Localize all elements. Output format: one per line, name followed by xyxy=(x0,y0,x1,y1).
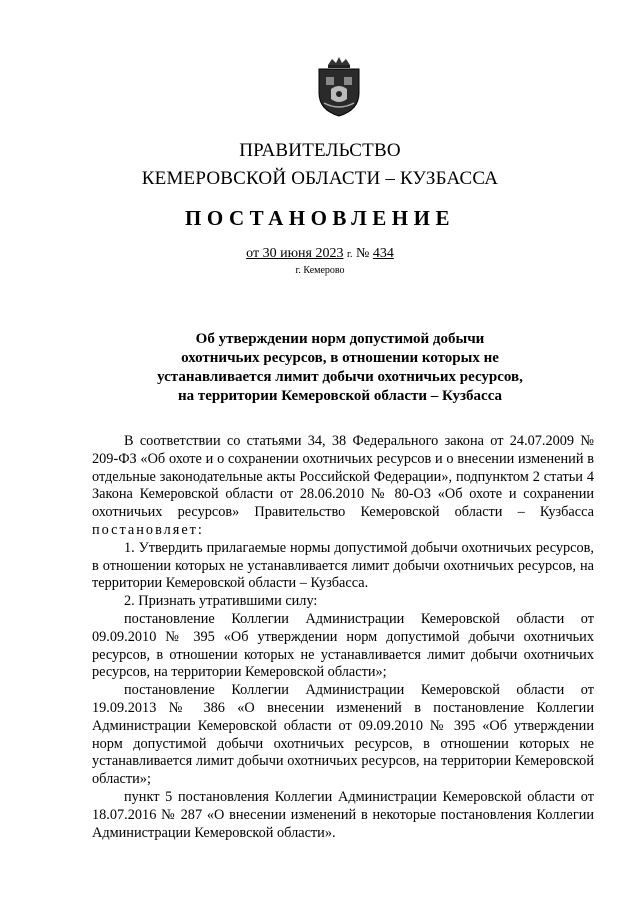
preamble-text: В соответствии со статьями 34, 38 Федерального закона от 24.07.2009 № 209-ФЗ «Об охоте и о сохранении охотничьих ресурсов и о внесении изменений в отдельные законодательные акты Российской Федерации», подпунктом 2 статьи 4 Закона Кемеровской области от 28.06.2010 № 80-ОЗ «Об охоте и сохранении охотничьих ресурсов» Правительство Кемеровской области – Кузбасса xyxy=(92,433,594,521)
item-2-c: пункт 5 постановления Коллегии Администрации Кемеровской области от 18.07.2016 № 287 «О внесении изменений в некоторые постановления Коллегии Администрации Кемеровской области». xyxy=(92,788,594,841)
item-2-a: постановление Коллегии Администрации Кемеровской области от 09.09.2010 № 395 «Об утверждении норм допустимой добычи охотничьих ресурсов, в отношении которых не устанавливается лимит добычи охотничьих ресурсов, на территории Кемеровской области»; xyxy=(92,610,594,681)
number-sign: № xyxy=(355,246,370,261)
date-line xyxy=(0,246,640,262)
item-1: 1. Утвердить прилагаемые нормы допустимой добычи охотничьих ресурсов, в отношении которых не устанавливается лимит добычи охотничьих ресурсов, на территории Кемеровской области – Кузбасса. xyxy=(92,539,594,592)
document-date: 30 июня 2023 xyxy=(262,246,344,261)
title-line: устанавливается лимит добычи охотничьих ресурсов, xyxy=(157,369,523,385)
preamble-paragraph xyxy=(92,433,594,540)
document-body xyxy=(92,433,594,842)
date-prefix: от xyxy=(246,246,260,261)
item-2: 2. Признать утратившими силу: xyxy=(124,593,318,610)
year-suffix: г. xyxy=(346,249,353,260)
government-name-line1: ПРАВИТЕЛЬСТВО xyxy=(239,140,401,161)
title-line: на территории Кемеровской области – Кузбасса xyxy=(177,388,503,404)
document-number: 434 xyxy=(372,246,394,261)
document-title xyxy=(120,330,560,406)
document-type: ПОСТАНОВЛЕНИЕ xyxy=(185,206,455,230)
coat-of-arms-icon xyxy=(314,55,364,117)
title-line: охотничьих ресурсов, в отношении которых не xyxy=(181,350,499,366)
city: г. Кемерово xyxy=(295,265,345,276)
title-line: Об утверждении норм допустимой добычи xyxy=(195,331,485,347)
item-2-b: постановление Коллегии Администрации Кемеровской области от 19.09.2013 № 386 «О внесении изменений в постановление Коллегии Администрации Кемеровской области от 09.09.2010 № 395 «Об утверждении норм допустимой добычи охотничьих ресурсов, в отношении которых не устанавливается лимит добычи охотничьих ресурсов, на территории Кемеровской области»; xyxy=(92,682,594,788)
government-name-line2: КЕМЕРОВСКОЙ ОБЛАСТИ – КУЗБАССА xyxy=(141,168,499,189)
resolves-word: постановляет: xyxy=(92,521,204,538)
